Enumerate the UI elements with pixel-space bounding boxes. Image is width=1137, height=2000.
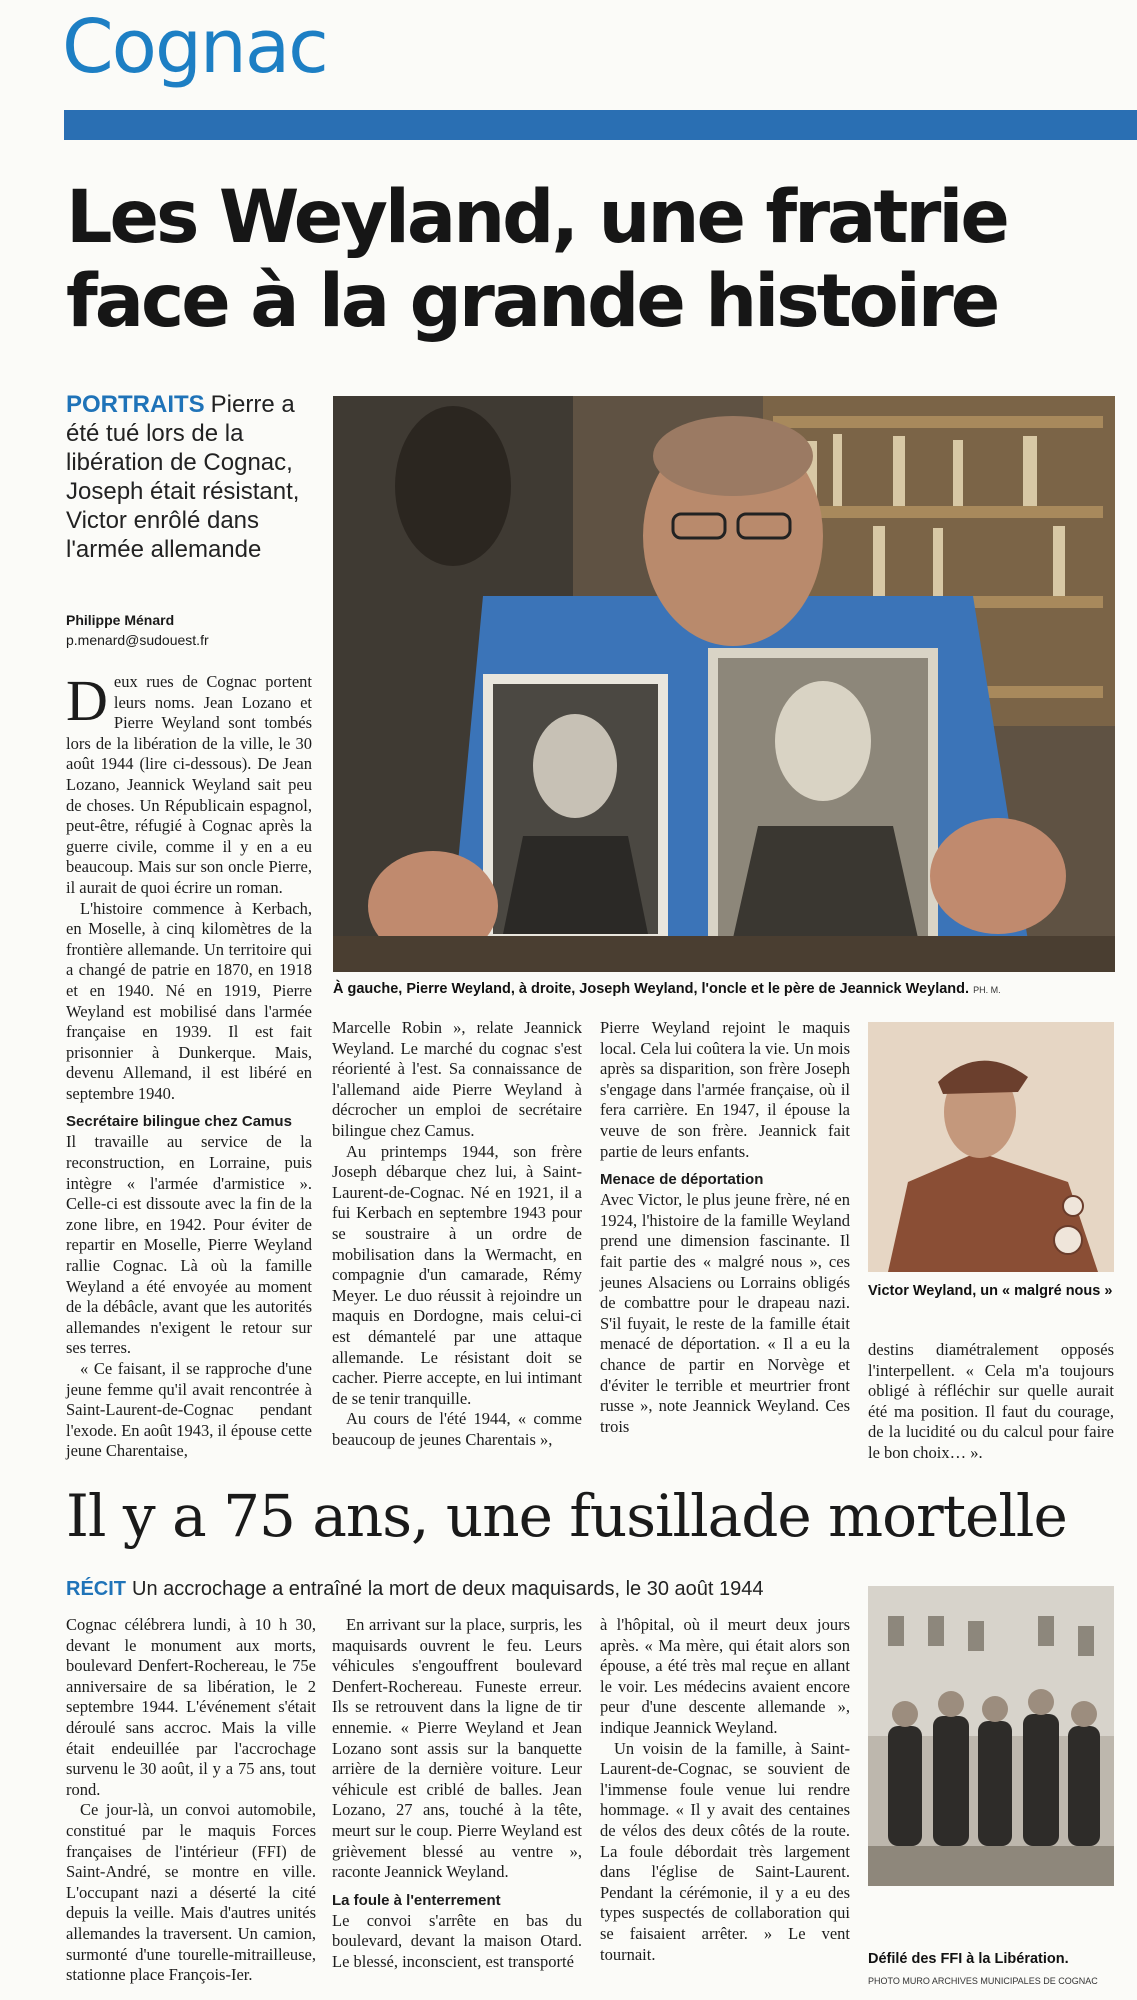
deck	[66, 390, 321, 564]
article-column-2	[332, 1018, 582, 1450]
main-photo	[333, 396, 1115, 972]
story2-column-1	[66, 1615, 316, 1986]
victor-caption: Victor Weyland, un « malgré nous »	[868, 1283, 1113, 1299]
deck-text: Pierre a été tué lors de la libération de Cognac, Joseph était résistant, Victor enrôlé dans l'armée allemande	[66, 391, 300, 563]
story2-col1-p1: Cognac célébrera lundi, à 10 h 30, devant le monument aux morts, boulevard Denfert-Rochereau, le 75e anniversaire de sa libération, le 2 septembre 1944. L'événement s'était déroulé sans accroc. Mais la ville était endeuillée par l'accrochage survenu le 30 août, il y a 75 ans, tout rond.	[66, 1615, 316, 1799]
ffi-caption: Défilé des FFI à la Libération.	[868, 1951, 1069, 1967]
ffi-parade-illustration	[868, 1586, 1114, 1886]
col1-p2: L'histoire commence à Kerbach, en Moselle, à cinq kilomètres de la frontière allemande. Un territoire qui a changé de patrie en 1870, en 1918 et en 1940. Né en 1919, Pierre Weyland est mobilisé dans l'armée française en 1939. Il est fait prisonnier à Dunkerque. Mais, devenu Allemand, il est libéré en septembre 1940.	[66, 898, 312, 1103]
story2-deck-text: Un accrochage a entraîné la mort de deux maquisards, le 30 août 1944	[132, 1578, 764, 1600]
story2-deck	[66, 1578, 866, 1601]
article-column-1	[66, 668, 312, 1462]
victor-photo-illustration	[868, 1022, 1114, 1272]
story2-col1-p2: Ce jour-là, un convoi automobile, constitué par le maquis Forces françaises de l'intérieur (FFI) de Saint-André, se montre en ville. L'occupant nazi a déserté la cité depuis la veille. Mais d'autres unités allemandes la traversent. Un camion, surmonté d'une tourelle-mitrailleuse, stationne place François-Ier.	[66, 1800, 316, 1985]
ffi-photo	[868, 1586, 1114, 1886]
story2-kicker: RÉCIT	[66, 1578, 126, 1600]
article-column-3	[600, 1018, 850, 1437]
deck-kicker: PORTRAITS	[66, 391, 205, 418]
ffi-credit: PHOTO MURO ARCHIVES MUNICIPALES DE COGNAC	[868, 1976, 1098, 1986]
section-bar	[64, 110, 1137, 140]
section-title: Cognac	[62, 4, 327, 90]
subhead-deportation: Menace de déportation	[600, 1171, 764, 1189]
main-photo-credit: PH. M.	[973, 985, 1001, 995]
story2-col3-p2: Un voisin de la famille, à Saint-Laurent-de-Cognac, se souvient de l'immense foule venue lui rendre hommage. « Il y avait des centaines de vélos des deux côtés de la route. La foule débordait très largement dans l'église de Saint-Laurent. Pendant la cérémonie, il y a eu des types suspectés de collaboration qui se faisaient arrêter. » Le vent tournait.	[600, 1738, 850, 1964]
story2-col2-p1: En arrivant sur la place, surpris, les maquisards ouvrent le feu. Leurs véhicules s'engouffrent boulevard Denfert-Rochereau. Funeste erreur. Ils se retrouvent dans la ligne de tir ennemie. « Pierre Weyland et Jean Lozano sont assis sur la banquette arrière de la dernière voiture. Leur véhicule est criblé de balles. Jean Lozano, 27 ans, touché à la tête, meurt sur le coup. Pierre Weyland est grièvement blessé au ventre », raconte Jeannick Weyland.	[332, 1615, 582, 1882]
article-column-4	[868, 1340, 1114, 1464]
col3-p1: Pierre Weyland rejoint le maquis local. Cela lui coûtera la vie. Un mois après sa disparition, son frère Joseph s'engage dans l'armée française, où il fera carrière. En 1947, il épouse la veuve de son frère. Jeannick fait partie de leurs enfants.	[600, 1018, 850, 1161]
story2-col3-p1: à l'hôpital, où il meurt deux jours après. « Ma mère, qui était alors son épouse, a été très mal reçue en allant le voir. Les médecins avaient encore peur d'une descente allemande », indique Jeannick Weyland.	[600, 1615, 850, 1737]
story2-col2-p2: Le convoi s'arrête en bas du boulevard, devant la maison Otard. Le blessé, inconscient, est transporté	[332, 1910, 582, 1971]
col2-p3: Au cours de l'été 1944, « comme beaucoup de jeunes Charentais »,	[332, 1409, 582, 1449]
headline: Les Weyland, une fratrie face à la grande histoire	[66, 175, 1007, 344]
subhead-secretaire: Secrétaire bilingue chez Camus	[66, 1113, 292, 1131]
col3-p2: Avec Victor, le plus jeune frère, né en 1924, l'histoire de la famille Weyland prend une dimension fascinante. Il fait partie des « malgré nous », ces jeunes Alsaciens ou Lorrains obligés de combattre pour le drapeau nazi. S'il fuyait, le reste de la famille était menacé de déportation. « Il a eu la chance de partir en Norvège et d'éviter le terrible et meurtrier front russe », note Jeannick Weyland. Ces trois	[600, 1190, 850, 1436]
col2-p1: Marcelle Robin », relate Jeannick Weyland. Le marché du cognac s'est réorienté à l'est. Sa connaissance de l'allemand aide Pierre Weyland à décrocher un emploi de secrétaire bilingue chez Camus.	[332, 1018, 582, 1140]
col1-p4: « Ce faisant, il se rapproche d'une jeune femme qu'il avait rencontrée à Saint-Laurent-de-Cognac pendant l'exode. En août 1943, il épouse cette jeune Charentaise,	[66, 1359, 312, 1461]
story2-column-3	[600, 1615, 850, 1965]
main-photo-caption-text: À gauche, Pierre Weyland, à droite, Joseph Weyland, l'oncle et le père de Jeannick Weyland.	[333, 981, 970, 997]
col2-p2: Au printemps 1944, son frère Joseph débarque chez lui, à Saint-Laurent-de-Cognac. Né en 1921, il a fui Kerbach en septembre 1943 pour se soustraire à un ordre de mobilisation dans la Wermacht, en compagnie d'un camarade, Rémy Meyer. Le duo réussit à rejoindre un maquis en Dordogne, mais celui-ci est démantelé par une attaque allemande. Le résistant doit se cacher. Pierre accepte, en lui intimant de se tenir tranquille.	[332, 1141, 582, 1408]
story2-headline: Il y a 75 ans, une fusillade mortelle	[66, 1482, 1067, 1550]
dropcap: D	[66, 668, 108, 733]
col1-p3: Il travaille au service de la reconstruction, en Lorraine, puis intègre « l'armée d'armistice ». Celle-ci est dissoute avec la fin de la zone libre, en 1942. Pour éviter de repartir en Moselle, Pierre Weyland rallie Cognac. Là où la famille Weyland a été envoyée au moment de la débâcle, avant que les autorités allemandes n'exigent le retour sur ses terres.	[66, 1132, 312, 1358]
col4-p1: destins diamétralement opposés l'interpellent. « Cela m'a toujours obligé à réfléchir sur quelle aurait été ma position. Il faut du courage, de la lucidité ou du calcul pour faire le bon choix… ».	[868, 1340, 1114, 1462]
author-name: Philippe Ménard	[66, 612, 175, 628]
story2-column-2	[332, 1615, 582, 1973]
col1-p1: eux rues de Cognac portent leurs noms. Jean Lozano et Pierre Weyland sont tombés lors de la libération de la ville, le 30 août 1944 (lire ci-dessous). De Jean Lozano, Jeannick Weyland sait peu de choses. Un Républicain espagnol, peut-être, réfugié à Cognac après la guerre civile, comme il y en a eu beaucoup. Mais sur son oncle Pierre, il aurait de quoi écrire un roman.	[66, 672, 312, 897]
subhead-foule: La foule à l'enterrement	[332, 1891, 501, 1909]
portrait-photo-illustration	[333, 396, 1115, 972]
author-email[interactable]: p.menard@sudouest.fr	[66, 632, 209, 648]
byline	[66, 610, 326, 650]
main-photo-caption	[333, 980, 1115, 1000]
victor-photo	[868, 1022, 1114, 1272]
